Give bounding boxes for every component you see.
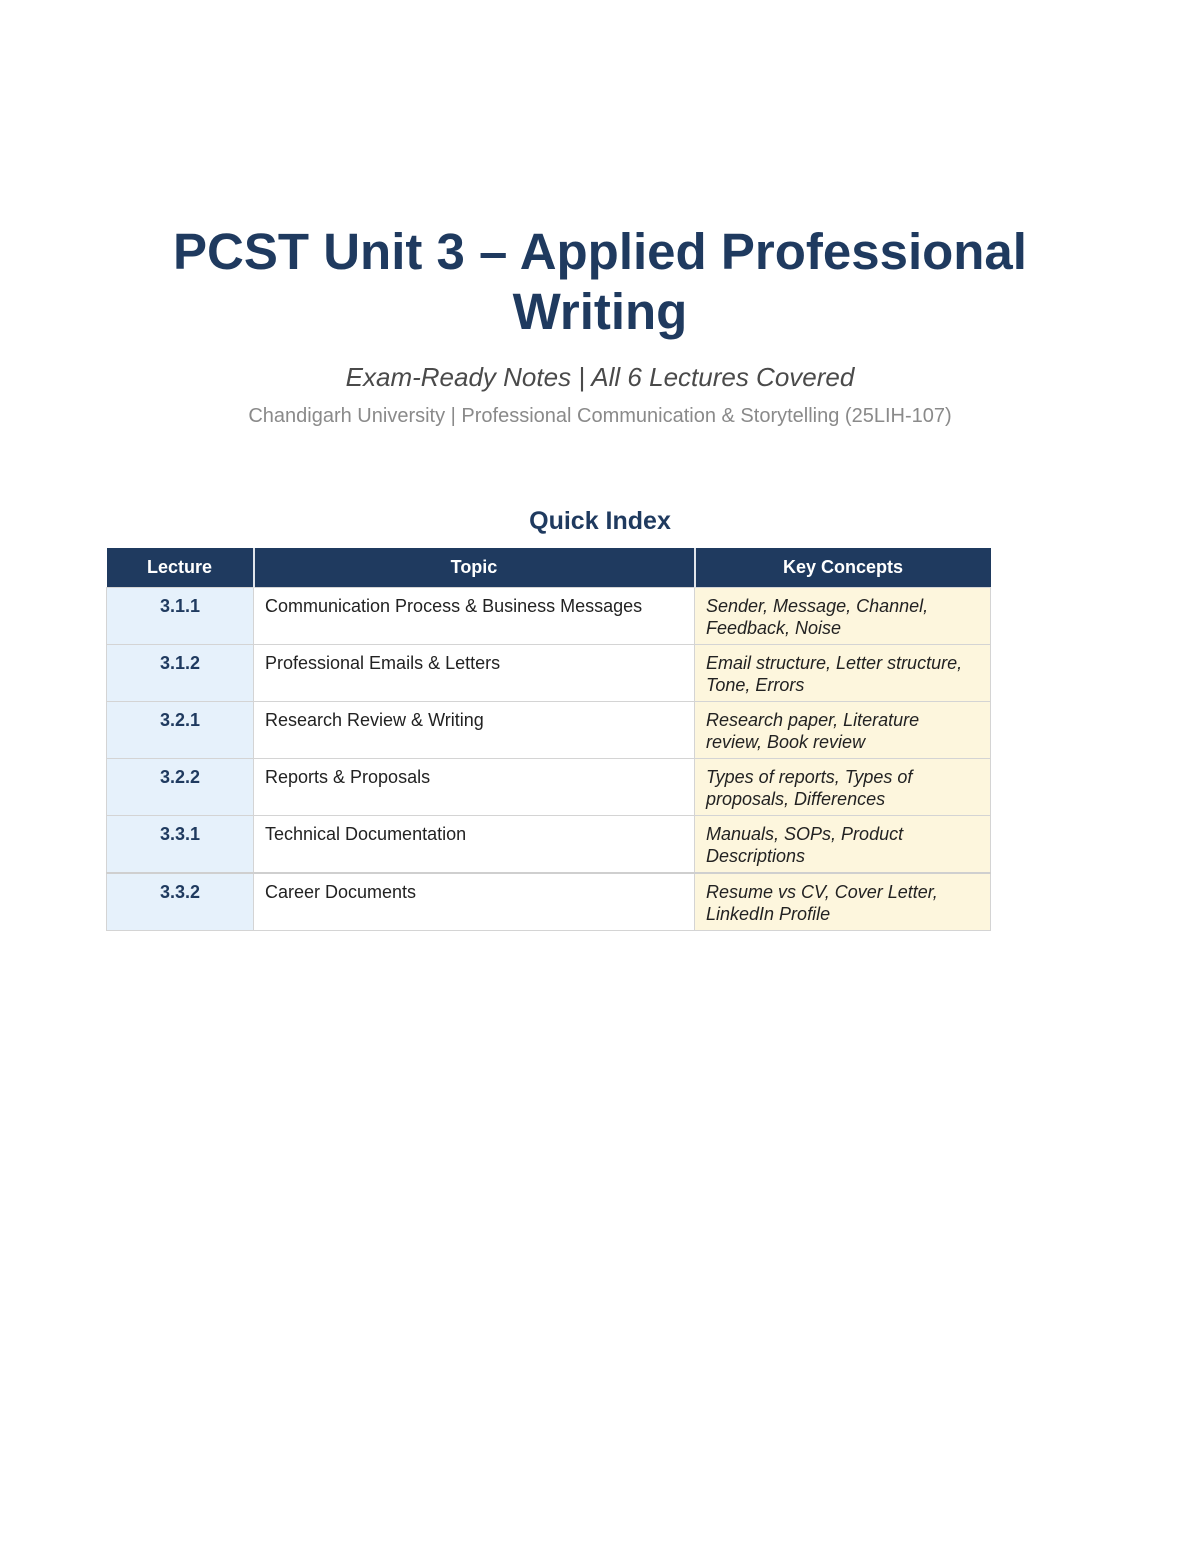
document-title xyxy=(100,222,1100,342)
table-row xyxy=(107,702,991,759)
key-concepts-cell: Research paper, Literature review, Book review xyxy=(695,702,991,759)
document-subtitle: Exam-Ready Notes | All 6 Lectures Covered xyxy=(345,362,855,392)
key-concepts-cell: Types of reports, Types of proposals, Differences xyxy=(695,759,991,816)
table-row xyxy=(107,873,991,931)
topic-cell: Career Documents xyxy=(254,873,695,931)
topic-cell: Research Review & Writing xyxy=(254,702,695,759)
lecture-number-cell: 3.1.2 xyxy=(107,645,254,702)
key-concepts-cell: Email structure, Letter structure, Tone, Errors xyxy=(695,645,991,702)
table-header-row xyxy=(107,548,991,588)
column-header-key-concepts: Key Concepts xyxy=(695,548,991,588)
quick-index-heading: Quick Index xyxy=(529,507,671,535)
lecture-number-cell: 3.2.1 xyxy=(107,702,254,759)
table-row xyxy=(107,759,991,816)
table-row xyxy=(107,645,991,702)
key-concepts-cell: Sender, Message, Channel, Feedback, Noise xyxy=(695,588,991,645)
column-header-lecture: Lecture xyxy=(107,548,254,588)
quick-index-table xyxy=(106,548,991,931)
topic-cell: Reports & Proposals xyxy=(254,759,695,816)
title-line-2: Writing xyxy=(512,283,688,340)
topic-cell: Professional Emails & Letters xyxy=(254,645,695,702)
lecture-number-cell: 3.1.1 xyxy=(107,588,254,645)
topic-cell: Technical Documentation xyxy=(254,816,695,874)
key-concepts-cell: Resume vs CV, Cover Letter, LinkedIn Profile xyxy=(695,873,991,931)
lecture-number-cell: 3.3.1 xyxy=(107,816,254,874)
key-concepts-cell: Manuals, SOPs, Product Descriptions xyxy=(695,816,991,874)
document-affiliation: Chandigarh University | Professional Communication & Storytelling (25LIH-107) xyxy=(248,405,952,427)
table-row xyxy=(107,816,991,874)
topic-cell: Communication Process & Business Messages xyxy=(254,588,695,645)
table-row xyxy=(107,588,991,645)
lecture-number-cell: 3.2.2 xyxy=(107,759,254,816)
lecture-number-cell: 3.3.2 xyxy=(107,873,254,931)
column-header-topic: Topic xyxy=(254,548,695,588)
title-line-1: PCST Unit 3 – Applied Professional xyxy=(173,223,1027,280)
